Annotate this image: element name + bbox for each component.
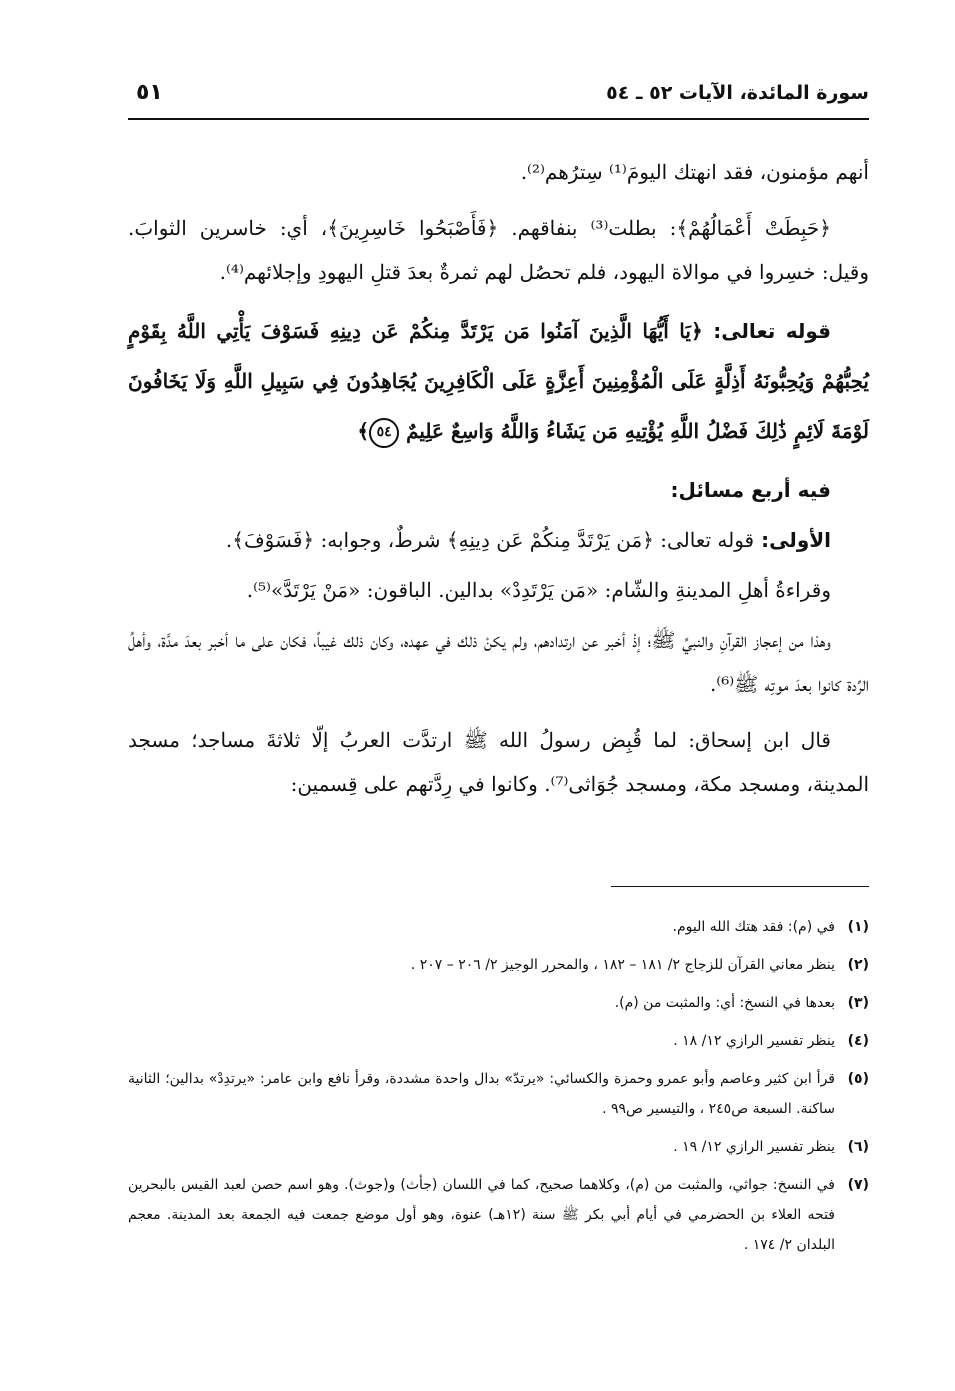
footnote <box>128 950 869 980</box>
footnote <box>128 988 869 1018</box>
page-number: ٥١ <box>136 80 163 105</box>
paragraph-ibn-ishaq: قال ابن إسحاق: لما قُبِض رسولُ الله ﷺ ارتدَّت العربُ إلّا ثلاثةَ مساجد؛ مسجد المدينة، ومسجد مكة، ومسجد جُوَاثى⁽⁷⁾. وكانوا في رِدَّتهم على قِسمين: <box>128 728 869 796</box>
masala-1 <box>128 518 869 562</box>
header-divider <box>128 118 869 120</box>
footnote-number: (٤) <box>847 1033 869 1049</box>
footnote-text: بعدها في النسخ: أي: والمثبت من (م). <box>614 995 835 1011</box>
footnote-text: ينظر معاني القرآن للزجاج ٢/ ١٨١ – ١٨٢ ، والمحرر الوجيز ٢/ ٢٠٦ – ٢٠٧ . <box>410 957 835 973</box>
verse-paragraph <box>128 306 869 456</box>
footnotes <box>128 912 869 1268</box>
verse-number-marker: ٥٤ <box>369 418 399 448</box>
masail-heading: فيه أربع مسائل: <box>670 478 831 502</box>
footnote-number: (٦) <box>847 1139 869 1155</box>
footnote <box>128 1170 869 1260</box>
quran-quote: ﴿فَسَوْفَ﴾ <box>232 528 315 552</box>
footnote-text: في النسخ: جواثي، والمثبت من (م)، وكلاهما صحيح، كما في اللسان (جأث) و(جوث). وهو اسم حصن لعبد القيس بالبحرين فتحه العلاء بن الحضرمي في أيام أبي بكر ﷺ سنة (١٢هـ) عنوة، وهو أول موضع جمعت فيه الجمعة بعد المدينة. معجم البلدان ٢/ ١٧٤ . <box>128 1177 835 1253</box>
paragraph-text: ، أي: خاسرين الثوابَ. وقيل: خسِروا في موالاة اليهود، فلم تحصُل لهم ثمرةٌ بعدَ قتلِ اليهودِ وإجلائهم⁽⁴⁾. <box>128 216 869 284</box>
main-text <box>128 150 869 818</box>
footnote-number: (١) <box>847 919 869 935</box>
footnote-text: ينظر تفسير الرازي ١٢/ ١٩ . <box>673 1139 835 1155</box>
footnote-text: ينظر تفسير الرازي ١٢/ ١٨ . <box>673 1033 835 1049</box>
footnote-text: قرأ ابن كثير وعاصم وأبو عمرو وحمزة والكسائي: «يرتدّ» بدال واحدة مشددة، وقرأ نافع وابن عامر: «يرتدِدْ» بدالين؛ الثانية ساكنة. السبعة ص٢٤٥ ، والتيسير ص٩٩ . <box>128 1071 835 1117</box>
running-title: سورة المائدة، الآيات ٥٢ ـ ٥٤ <box>606 82 869 104</box>
verse-close: ﴾ <box>357 419 370 443</box>
paragraph-qiraa: وقراءةُ أهلِ المدينةِ والشّام: «مَن يَرْتَدِدْ» بدالين. الباقون: «مَنْ يَرْتَدَّ»⁽⁵⁾. <box>246 578 831 602</box>
quran-quote: ﴿فَأَصْبَحُوا خَاسِرِينَ﴾ <box>327 216 499 240</box>
paragraph-text: شرطٌ، وجوابه: <box>314 528 447 552</box>
footnote <box>128 1132 869 1162</box>
footnote-divider <box>611 886 869 887</box>
quran-quote: ﴿مَن يَرْتَدَّ مِنكُمْ عَن دِينِهِ﴾ <box>446 528 654 552</box>
footnote-number: (٣) <box>847 995 869 1011</box>
paragraph-text: . <box>225 528 233 552</box>
footnote <box>128 912 869 942</box>
footnote-number: (٧) <box>847 1177 869 1193</box>
paragraph-2 <box>128 206 869 294</box>
paragraph-ijaz: وهذا من إعجاز القرآنِ والنبيِّ ﷺ؛ إذْ أخبر عن ارتدادهم، ولم يكنْ ذلك في عهده، وكان ذلك غيباً، فكان على ما أخبر بعدَ مدَّة، وأهلُ الرِّدة كانوا بعدَ موتِه ﷺ⁽⁶⁾. <box>128 628 869 696</box>
page-header <box>128 78 869 118</box>
footnote <box>128 1064 869 1124</box>
footnote <box>128 1026 869 1056</box>
verse-text: ﴿يَا أَيُّهَا الَّذِينَ آمَنُوا مَن يَرْتَدَّ مِنكُمْ عَن دِينِهِ فَسَوْفَ يَأْتِي اللَّهُ بِقَوْمٍ يُحِبُّهُمْ وَيُحِبُّونَهُ أَذِلَّةٍ عَلَى الْمُؤْمِنِينَ أَعِزَّةٍ عَلَى الْكَافِرِينَ يُجَاهِدُونَ فِي سَبِيلِ اللَّهِ وَلَا يَخَافُونَ لَوْمَةَ لَائِمٍ ذَٰلِكَ فَضْلُ اللَّهِ يُؤْتِيهِ مَن يَشَاءُ وَاللَّهُ وَاسِعٌ عَلِيمٌ <box>128 319 869 443</box>
verse-intro: قوله تعالى: <box>702 319 832 343</box>
quran-quote: ﴿حَبِطَتْ أَعْمَالُهُمْ﴾ <box>676 216 832 240</box>
paragraph-1: أنهم مؤمنون، فقد انهتك اليومَ⁽¹⁾ سِترُهم⁽²⁾. <box>520 160 869 184</box>
paragraph-text: قوله تعالى: <box>653 528 755 552</box>
footnote-text: في (م): فقد هتك الله اليوم. <box>672 919 835 935</box>
masala-label: الأولى: <box>754 528 831 552</box>
paragraph-text: : بطلت⁽³⁾ بنفاقهم. <box>498 216 677 240</box>
footnote-number: (٢) <box>847 957 869 973</box>
footnote-number: (٥) <box>847 1071 869 1087</box>
